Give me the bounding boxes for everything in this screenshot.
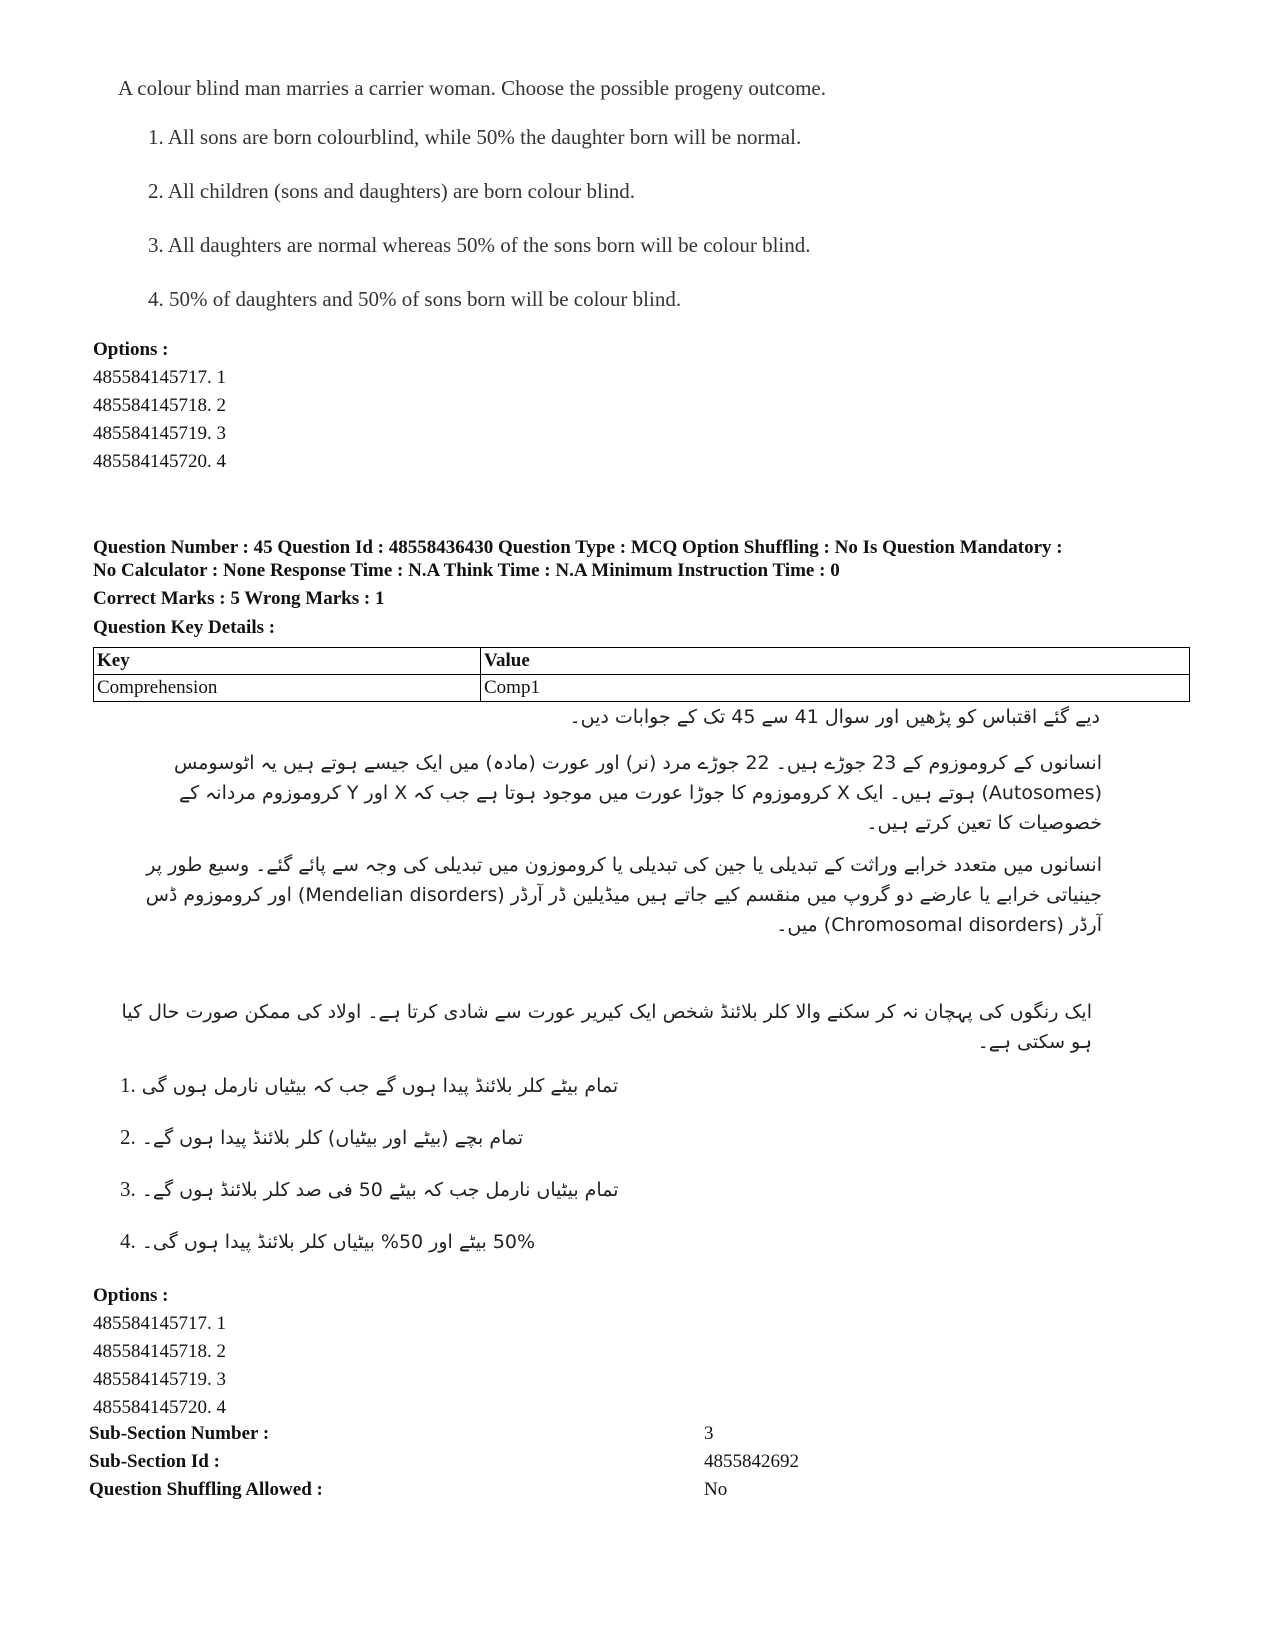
shuffle-value: No (704, 1479, 728, 1500)
choice-1: 1. All sons are born colourblind, while 50% the daughter born will be normal. (148, 125, 802, 149)
options-title: Options : (93, 1285, 169, 1306)
urdu-choice-2 (120, 1125, 523, 1150)
choice-text: تمام بیٹے کلر بلائنڈ پیدا ہوں گے جب کہ بیٹیاں نارمل ہوں گی (141, 1075, 619, 1097)
choice-number: 2. (120, 1125, 136, 1149)
prev-options-list (93, 336, 226, 476)
option-item: 485584145720. 4 (93, 451, 226, 472)
question-stem: A colour blind man marries a carrier woman. Choose the possible progeny outcome. (118, 76, 826, 100)
urdu-question (112, 997, 1092, 1057)
urdu-instruction (560, 702, 1100, 732)
subsection-number-label: Sub-Section Number : (89, 1423, 270, 1444)
urdu-para1-text: انسانوں کے کروموزوم کے 23 جوڑے ہیں۔ 22 جوڑے مرد (نر) اور عورت (مادہ) میں ایک جیسے ہوتے ہیں یہ اٹوسومس (Autosomes) ہوتے ہیں۔ ایک X کروموزوم کا جوڑا عورت میں موجود ہوتا ہے جب کہ X اور Y کروموزوم مردانہ کے خصوصیات کا تعین کرتے ہیں۔ (173, 752, 1102, 834)
option-item: 485584145718. 2 (93, 395, 226, 416)
choice-number: 3. (120, 1177, 136, 1201)
header-key: Key (94, 648, 481, 675)
choice-number: 1. (120, 1073, 136, 1097)
subsection-number-value: 3 (704, 1423, 714, 1444)
choice-number: 4. (120, 1229, 136, 1253)
choice-3: 3. All daughters are normal whereas 50% of the sons born will be colour blind. (148, 233, 811, 257)
options-title: Options : (93, 339, 169, 360)
option-item: 485584145719. 3 (93, 1369, 226, 1390)
meta-line-2: No Calculator : None Response Time : N.A Think Time : N.A Minimum Instruction Time : 0 (93, 560, 840, 581)
key-details-title: Question Key Details : (93, 617, 276, 638)
option-item: 485584145717. 1 (93, 367, 226, 388)
urdu-choice-3 (120, 1177, 619, 1202)
question-metadata (93, 536, 1193, 582)
urdu-choice-1 (120, 1073, 618, 1098)
shuffle-label: Question Shuffling Allowed : (89, 1479, 323, 1500)
option-item: 485584145719. 3 (93, 423, 226, 444)
header-value: Value (481, 648, 1190, 675)
subsection-id-label: Sub-Section Id : (89, 1451, 220, 1472)
urdu-choice-4 (120, 1229, 535, 1254)
subsection-id-value: 4855842692 (704, 1451, 799, 1472)
table-row (94, 675, 1190, 702)
cell-value: Comp1 (481, 675, 1190, 702)
q45-options-list (93, 1282, 226, 1422)
marks-line: Correct Marks : 5 Wrong Marks : 1 (93, 588, 385, 609)
urdu-paragraph-1 (112, 748, 1102, 838)
choice-4: 4. 50% of daughters and 50% of sons born will be colour blind. (148, 287, 682, 311)
choice-text: 50% بیٹے اور 50% بیٹیاں کلر بلائنڈ پیدا ہوں گی۔ (141, 1231, 536, 1253)
choice-2: 2. All children (sons and daughters) are born colour blind. (148, 179, 635, 203)
key-details-table (93, 647, 1190, 702)
urdu-question-text: ایک رنگوں کی پہچان نہ کر سکنے والا کلر بلائنڈ شخص ایک کیریر عورت سے شادی کرتا ہے۔ اولاد کی ممکن صورت حال کیا ہو سکتی ہے۔ (121, 1001, 1092, 1053)
choice-text: تمام بچے (بیٹے اور بیٹیاں) کلر بلائنڈ پیدا ہوں گے۔ (141, 1127, 524, 1149)
option-item: 485584145718. 2 (93, 1341, 226, 1362)
option-item: 485584145717. 1 (93, 1313, 226, 1334)
choice-text: تمام بیٹیاں نارمل جب کہ بیٹے 50 فی صد کلر بلائنڈ ہوں گے۔ (141, 1179, 619, 1201)
urdu-paragraph-2 (112, 850, 1102, 940)
urdu-para2-text: انسانوں میں متعدد خرابے وراثت کے تبدیلی یا جین کی تبدیلی یا کروموزون میں تبدیلی کی وجہ سے پائے گئے۔ وسیع طور پر جینیاتی خرابے یا عارضے دو گروپ میں منقسم کیے جاتے ہیں میڈیلین ڈر آرڈر (Mendelian disorders) اور کروموزوم ڈس آرڈر (Chromosomal disorders) میں۔ (145, 854, 1102, 936)
table-header-row (94, 648, 1190, 675)
cell-key: Comprehension (94, 675, 481, 702)
option-item: 485584145720. 4 (93, 1397, 226, 1418)
urdu-instruction-text: دیے گئے اقتباس کو پڑھیں اور سوال 41 سے 45 تک کے جوابات دیں۔ (569, 706, 1100, 728)
prev-question-block (118, 76, 1118, 341)
meta-line-1: Question Number : 45 Question Id : 48558436430 Question Type : MCQ Option Shuffling : No Is Question Mandatory : (93, 537, 1063, 558)
